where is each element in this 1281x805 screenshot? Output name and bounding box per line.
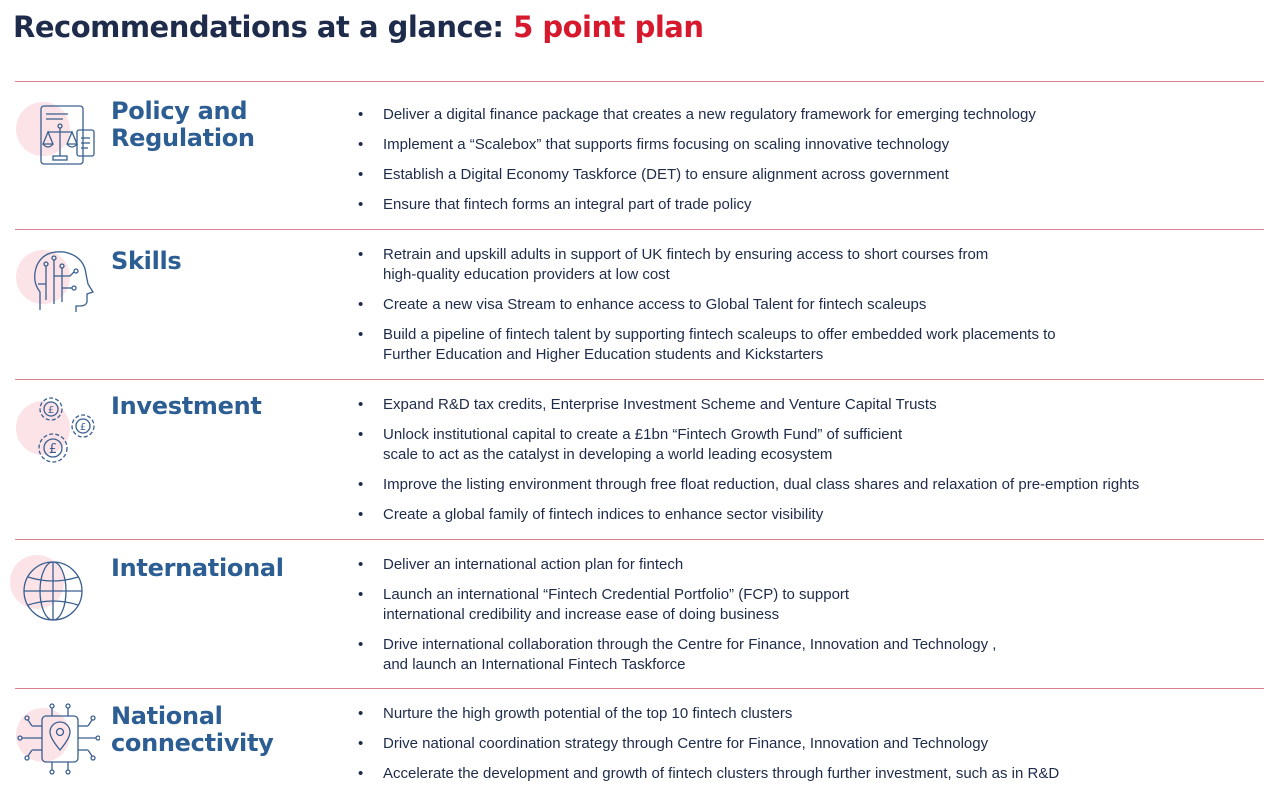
list-item-text: Accelerate the development and growth of fintech clusters through further investment, such as in R&D: [383, 765, 1060, 782]
bullet-icon: •: [358, 586, 364, 603]
list-item: [356, 395, 1139, 415]
bullet-icon: •: [358, 556, 364, 573]
section-title: [111, 248, 181, 275]
list-item-text: Ensure that fintech forms an integral part of trade policy: [383, 196, 752, 213]
list-item: [356, 585, 996, 625]
list-item: [356, 325, 1056, 365]
globe-icon: [8, 549, 100, 629]
section-title: [111, 703, 273, 757]
section-title: [111, 98, 255, 152]
list-item-text: international credibility and increase ease of doing business: [383, 606, 780, 623]
svg-text:£: £: [47, 405, 55, 416]
list-item-text: Implement a “Scalebox” that supports firms focusing on scaling innovative technology: [383, 136, 950, 153]
list-item-text: Create a new visa Stream to enhance access to Global Talent for fintech scaleups: [383, 296, 927, 313]
list-item: [356, 165, 1036, 185]
list-item-text: high-quality education providers at low cost: [383, 266, 670, 283]
section-title-line: National: [111, 702, 223, 730]
section-title-line: Regulation: [111, 124, 255, 152]
section-divider: [15, 81, 1264, 82]
list-item-text: Further Education and Higher Education students and Kickstarters: [383, 346, 824, 363]
bullet-icon: •: [358, 196, 364, 213]
list-item: [356, 135, 1036, 155]
bullet-icon: •: [358, 426, 364, 443]
list-item: [356, 105, 1036, 125]
page-title-accent: 5 point plan: [513, 10, 704, 44]
section-title-line: International: [111, 554, 284, 582]
bullet-icon: •: [358, 396, 364, 413]
list-item-text: Expand R&D tax credits, Enterprise Investment Scheme and Venture Capital Trusts: [383, 396, 937, 413]
head-circuit-icon: [8, 244, 100, 324]
recommendation-list: [356, 555, 996, 685]
bullet-icon: •: [358, 636, 364, 653]
section-title-line: connectivity: [111, 729, 274, 757]
bullet-icon: •: [358, 705, 364, 722]
list-item-text: Build a pipeline of fintech talent by supporting fintech scaleups to offer embedded work placements to: [383, 326, 1056, 343]
bullet-icon: •: [358, 506, 364, 523]
bullet-icon: •: [358, 476, 364, 493]
list-item: [356, 704, 1059, 724]
recommendation-list: [356, 395, 1139, 535]
recommendation-list: [356, 245, 1056, 375]
section-title-line: Investment: [111, 392, 262, 420]
list-item-text: Establish a Digital Economy Taskforce (DET) to ensure alignment across government: [383, 166, 949, 183]
list-item-text: Deliver a digital finance package that creates a new regulatory framework for emerging technology: [383, 106, 1036, 123]
list-item-text: Nurture the high growth potential of the top 10 fintech clusters: [383, 705, 793, 722]
list-item-text: Retrain and upskill adults in support of UK fintech by ensuring access to short courses from: [383, 246, 989, 263]
list-item: [356, 764, 1059, 784]
svg-text:£: £: [79, 422, 87, 433]
list-item: [356, 295, 1056, 315]
recommendation-list: [356, 105, 1036, 225]
section-divider: [15, 688, 1264, 689]
page-title-main: Recommendations at a glance:: [13, 10, 514, 44]
bullet-icon: •: [358, 326, 364, 343]
list-item-text: Drive national coordination strategy through Centre for Finance, Innovation and Technology: [383, 735, 989, 752]
section-title: [111, 393, 262, 420]
list-item: [356, 635, 996, 675]
list-item-text: Deliver an international action plan for fintech: [383, 556, 684, 573]
section-divider: [15, 229, 1264, 230]
section-divider: [15, 539, 1264, 540]
list-item-text: Launch an international “Fintech Credential Portfolio” (FCP) to support: [383, 586, 850, 603]
law-scales-document-icon: [8, 96, 100, 176]
list-item: [356, 734, 1059, 754]
pound-gears-icon: [8, 391, 100, 471]
section-title-line: Skills: [111, 247, 182, 275]
list-item-text: Improve the listing environment through free float reduction, dual class shares and relaxation of pre-emption rights: [383, 476, 1140, 493]
bullet-icon: •: [358, 765, 364, 782]
bullet-icon: •: [358, 166, 364, 183]
page-title: [13, 10, 704, 44]
recommendation-list: [356, 704, 1059, 794]
bullet-icon: •: [358, 136, 364, 153]
section-divider: [15, 379, 1264, 380]
list-item: [356, 505, 1139, 525]
list-item-text: scale to act as the catalyst in developing a world leading ecosystem: [383, 446, 833, 463]
location-chip-network-icon: [8, 702, 100, 782]
bullet-icon: •: [358, 296, 364, 313]
section-title: [111, 555, 284, 582]
bullet-icon: •: [358, 246, 364, 263]
list-item-text: Create a global family of fintech indices to enhance sector visibility: [383, 506, 824, 523]
list-item: [356, 245, 1056, 285]
list-item: [356, 555, 996, 575]
list-item-text: Drive international collaboration through the Centre for Finance, Innovation and Technology ,: [383, 636, 997, 653]
bullet-icon: •: [358, 106, 364, 123]
list-item-text: Unlock institutional capital to create a £1bn “Fintech Growth Fund” of sufficient: [383, 426, 903, 443]
list-item: [356, 195, 1036, 215]
list-item: [356, 425, 1139, 465]
list-item-text: and launch an International Fintech Taskforce: [383, 656, 686, 673]
svg-text:£: £: [48, 442, 58, 457]
bullet-icon: •: [358, 735, 364, 752]
list-item: [356, 475, 1139, 495]
section-title-line: Policy and: [111, 97, 248, 125]
